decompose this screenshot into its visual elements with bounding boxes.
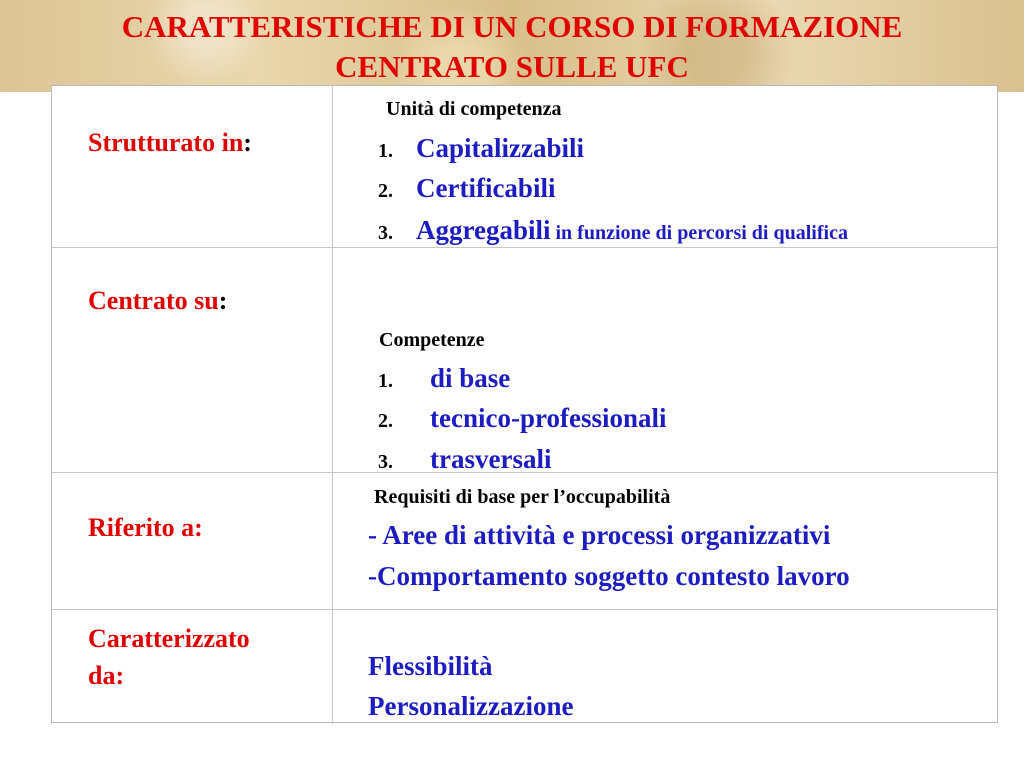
list-text: di base <box>430 363 511 393</box>
slide-title <box>0 7 1024 87</box>
row-label: Riferito a: <box>88 513 203 542</box>
list-number: 3. <box>378 451 393 473</box>
list-item <box>378 128 584 173</box>
list-item <box>378 168 555 213</box>
row-label <box>88 620 250 694</box>
list-number: 1. <box>378 370 393 392</box>
list-number: 1. <box>378 140 393 162</box>
column-divider <box>332 248 333 472</box>
list-number: 2. <box>378 410 393 432</box>
column-divider <box>332 473 333 609</box>
table-row-centrato <box>52 248 997 473</box>
list-text: Aggregabili <box>416 215 551 245</box>
row-label-line-2: da: <box>88 661 125 690</box>
row-label-colon: : <box>243 128 252 157</box>
list-text: Capitalizzabili <box>416 133 584 163</box>
row-label-text: Strutturato in <box>88 128 244 157</box>
list-text: Certificabili <box>416 173 556 203</box>
list-item <box>378 358 510 403</box>
list-item <box>378 398 666 443</box>
row-label-colon: : <box>218 286 228 315</box>
table-row-strutturato <box>52 86 997 248</box>
row-label <box>88 124 252 161</box>
title-line-1: CARATTERISTICHE DI UN CORSO DI FORMAZIONE <box>121 9 903 44</box>
characteristics-table <box>51 85 998 723</box>
row-heading: Unità di competenza <box>386 98 562 120</box>
title-banner <box>0 0 1024 92</box>
row-heading: Requisiti di base per l’occupabilità <box>374 486 671 508</box>
characteristic-line: Flessibilità <box>368 651 493 681</box>
row-label <box>88 282 227 319</box>
row-label-text: Centrato su <box>88 286 219 315</box>
row-label-line-1: Caratterizzato <box>88 624 250 653</box>
requirement-line: -Comportamento soggetto contesto lavoro <box>368 561 850 591</box>
column-divider <box>332 610 333 724</box>
column-divider <box>332 86 333 247</box>
table-row-caratterizzato <box>52 610 997 724</box>
list-number: 2. <box>378 180 393 202</box>
row-heading: Competenze <box>379 329 485 351</box>
requirement-line: - Aree di attività e processi organizzativi <box>368 520 831 550</box>
list-number: 3. <box>378 222 393 244</box>
table-row-riferito <box>52 473 997 610</box>
list-text-suffix: in funzione di percorsi di qualifica <box>550 222 848 244</box>
characteristic-line: Personalizzazione <box>368 691 574 721</box>
title-line-2: CENTRATO SULLE UFC <box>335 49 689 84</box>
list-text: tecnico-professionali <box>430 403 667 433</box>
list-text: trasversali <box>430 444 552 474</box>
